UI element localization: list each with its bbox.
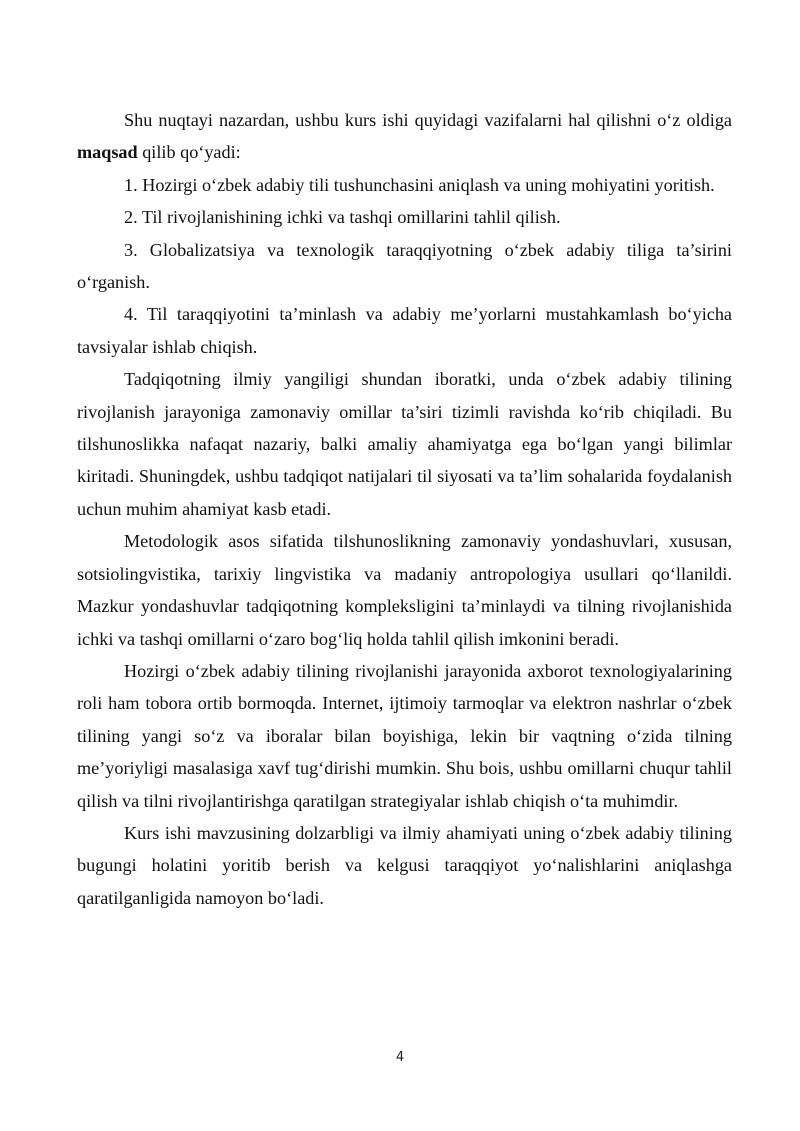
body-paragraph: Kurs ishi mavzusining dolzarbligi va ilmiy ahamiyati uning o‘zbek adabiy tilining bugungi holatini yoritib berish va kelgusi taraqqiyot yo‘nalishlarini aniqlashga qaratilganligida namoyon bo‘ladi. [77, 822, 732, 908]
task-item: 2. Til rivojlanishining ichki va tashqi omillarini tahlil qilish. [124, 207, 561, 228]
task-item: 4. Til taraqqiyotini ta’minlash va adabiy me’yorlarni mustahkamlash bo‘yicha tavsiyalar ishlab chiqish. [77, 304, 732, 357]
intro-text-after: qilib qo‘yadi: [137, 142, 241, 163]
body-paragraph: Hozirgi o‘zbek adabiy tilining rivojlanishi jarayonida axborot texnologiyalarining roli ham tobora ortib bormoqda. Internet, ijtimoiy tarmoqlar va elektron nashrlar o‘zbek tilining yangi so‘z va iboralar bilan boyishiga, lekin bir vaqtning o‘zida tilning me’yoriyligi masalasiga xavf tug‘dirishi mumkin. Shu bois, ushbu omillarni chuqur tahlil qilish va tilni rivojlantirishga qaratilgan strategiyalar ishlab chiqish o‘ta muhimdir. [77, 660, 732, 811]
intro-paragraph [77, 104, 732, 169]
body-paragraph: Tadqiqotning ilmiy yangiligi shundan iboratki, unda o‘zbek adabiy tilining rivojlanish jarayoniga zamonaviy omillar ta’siri tizimli ravishda ko‘rib chiqiladi. Bu tilshunoslikka nafaqat nazariy, balki amaliy ahamiyatga ega bo‘lgan yangi bilimlar kiritadi. Shuningdek, ushbu tadqiqot natijalari til siyosati va ta’lim sohalarida foydalanish uchun muhim ahamiyat kasb etadi. [77, 369, 732, 519]
task-item: 1. Hozirgi o‘zbek adabiy tili tushunchasini aniqlash va uning mohiyatini yoritish. [124, 174, 715, 195]
page-number: 4 [395, 1050, 405, 1065]
intro-text-before: Shu nuqtayi nazardan, ushbu kurs ishi quyidagi vazifalarni hal qilishni o‘z oldiga [124, 110, 732, 130]
intro-bold-word: maqsad [77, 142, 138, 163]
page-body [77, 104, 732, 914]
body-paragraph: Metodologik asos sifatida tilshunoslikning zamonaviy yondashuvlari, xususan, sotsiolingvistika, tarixiy lingvistika va madaniy antropologiya usullari qo‘llanildi. Mazkur yondashuvlar tadqiqotning kompleksligini ta’minlaydi va tilning rivojlanishida ichki va tashqi omillarni o‘zaro bog‘liq holda tahlil qilish imkonini beradi. [77, 531, 732, 649]
task-item: 3. Globalizatsiya va texnologik taraqqiyotning o‘zbek adabiy tiliga ta’sirini o‘rganish. [77, 239, 732, 293]
